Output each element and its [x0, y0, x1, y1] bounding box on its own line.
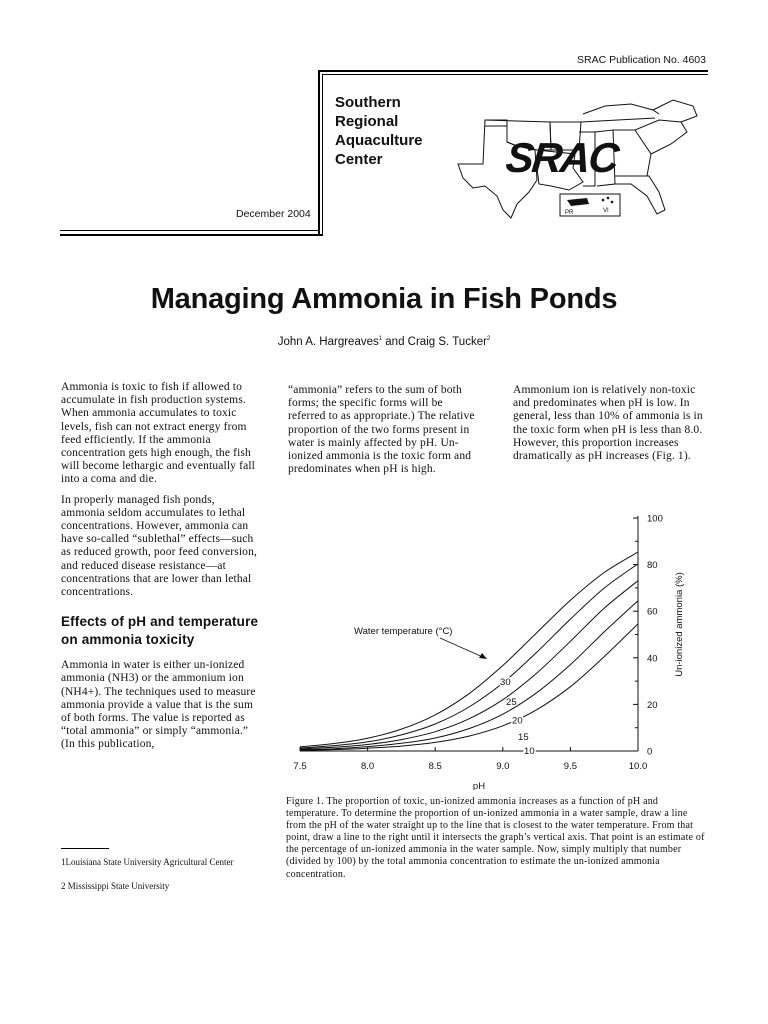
- x-tick-label: 8.5: [428, 761, 442, 772]
- center-name-line: Southern: [335, 94, 401, 111]
- y-tick-label: 20: [647, 699, 658, 711]
- series-label: 10: [524, 745, 535, 757]
- srac-logo-text: SRAC: [503, 134, 620, 181]
- series-label: 30: [500, 677, 511, 689]
- publication-number: SRAC Publication No. 4603: [577, 54, 706, 66]
- authors: [0, 336, 768, 348]
- ammonia-ph-chart: [280, 508, 710, 790]
- center-name-line: Center: [335, 151, 383, 168]
- y-tick-label: 0: [647, 746, 653, 758]
- body-paragraph: Ammonium ion is relatively non-toxic and predominates when pH is low. In general, less than 10% of ammonia is in the toxic form when pH is less than 8.0. However, this proportion increases dramatically as pH increases (Fig. 1).: [513, 384, 703, 463]
- body-paragraph: Ammonia is toxic to fish if allowed to accumulate in fish production systems. When ammonia accumulates to toxic levels, fish can not extract energy from feed efficiently. If the ammonia concentration gets high enough, the fish will become lethargic and eventually fall into a coma and die.: [61, 381, 256, 486]
- text-column-1: [61, 381, 261, 759]
- srac-region-map-logo: [455, 92, 705, 222]
- x-tick-label: 8.0: [360, 761, 375, 772]
- y-tick-label: 60: [647, 606, 658, 618]
- author-name: Craig S. Tucker: [407, 336, 487, 348]
- annotation-arrow-head: [479, 653, 487, 659]
- vi-label: VI: [603, 208, 609, 214]
- author-joiner: and: [382, 336, 408, 348]
- x-tick-label: 9.0: [496, 761, 510, 772]
- y-tick-label: 100: [647, 513, 663, 525]
- x-axis-label: pH: [472, 781, 486, 790]
- x-tick-label: 9.5: [563, 761, 578, 772]
- chart-annotation: Water temperature (°C): [354, 626, 453, 637]
- author-name: John A. Hargreaves: [277, 336, 379, 348]
- header-rule-top-inner: [322, 74, 708, 75]
- header-rule-bottom-outer: [60, 234, 322, 236]
- y-tick-label: 40: [647, 653, 658, 665]
- section-heading: Effects of pH and temperature on ammonia toxicity: [61, 614, 259, 648]
- x-tick-label: 10.0: [628, 761, 648, 772]
- body-paragraph: “ammonia” refers to the sum of both forms; the specific forms will be referred to as appropriate.) The relative proportion of the two forms present in water is mainly affected by pH. Un-ionized ammonia is the toxic form and predominates when pH is high.: [288, 384, 475, 476]
- header-rule-vertical: [318, 70, 320, 236]
- series-line-25: [300, 564, 638, 748]
- series-label: 20: [512, 715, 523, 727]
- y-axis-label: Un-ionized ammonia (%): [674, 572, 685, 677]
- series-label: 25: [506, 696, 517, 708]
- series-label: 15: [518, 732, 529, 744]
- figure-caption: Figure 1. The proportion of toxic, un-ionized ammonia increases as a function of pH and temperature. To determine the proportion of un-ionized ammonia in a water sample, draw a line from the pH of the water straight up to the line that is closest to the water temperature. From that point, draw a line to the right until it intersects the graph’s vertical axis. That point is an estimate of the percentage of un-ionized ammonia in the water sample. Now, simply multiply that number (divided by 100) by the total ammonia concentration to estimate the un-ionized ammonia concentration.: [286, 796, 705, 880]
- text-column-2: [288, 384, 483, 483]
- center-name-line: Regional: [335, 113, 399, 130]
- center-name: [335, 93, 455, 169]
- center-name-line: Aquaculture: [335, 132, 423, 149]
- series-line-30: [300, 552, 638, 747]
- annotation-arrow-line: [440, 638, 485, 658]
- publication-date: December 2004: [236, 208, 311, 220]
- chart-axes: [300, 516, 638, 751]
- body-paragraph: In properly managed fish ponds, ammonia seldom accumulates to lethal concentrations. However, ammonia can have so-called “sublethal” effects—such as reduced growth, poor feed conversion, and reduced disease resistance—at concentrations that are lower than lethal concentrations.: [61, 493, 258, 599]
- header-rule-vertical-inner: [322, 74, 323, 236]
- x-tick-label: 7.5: [293, 761, 307, 772]
- header-rule-bottom: [60, 230, 320, 231]
- body-paragraph: Ammonia in water is either un-ionized ammonia (NH3) or the ammonium ion (NH4+). The techniques used to measure ammonia provide a value that is the sum of both forms. The value is reported as “total ammonia” or simply “ammonia.” (In this publication,: [61, 659, 256, 751]
- header-rule-top: [318, 70, 708, 72]
- series-line-10: [300, 624, 638, 750]
- pr-label: PR: [565, 210, 574, 216]
- footnote-mark: 2: [486, 336, 491, 343]
- footnote: 1Louisiana State University Agricultural Center: [61, 857, 234, 867]
- series-line-15: [300, 601, 638, 750]
- footnote-mark: 1: [378, 336, 383, 343]
- series-line-20: [300, 581, 638, 749]
- footnote-rule: [61, 848, 109, 849]
- y-tick-label: 80: [647, 560, 658, 572]
- text-column-3: [513, 384, 713, 470]
- page-title: Managing Ammonia in Fish Ponds: [150, 283, 618, 315]
- footnote: 2 Mississippi State University: [61, 881, 170, 891]
